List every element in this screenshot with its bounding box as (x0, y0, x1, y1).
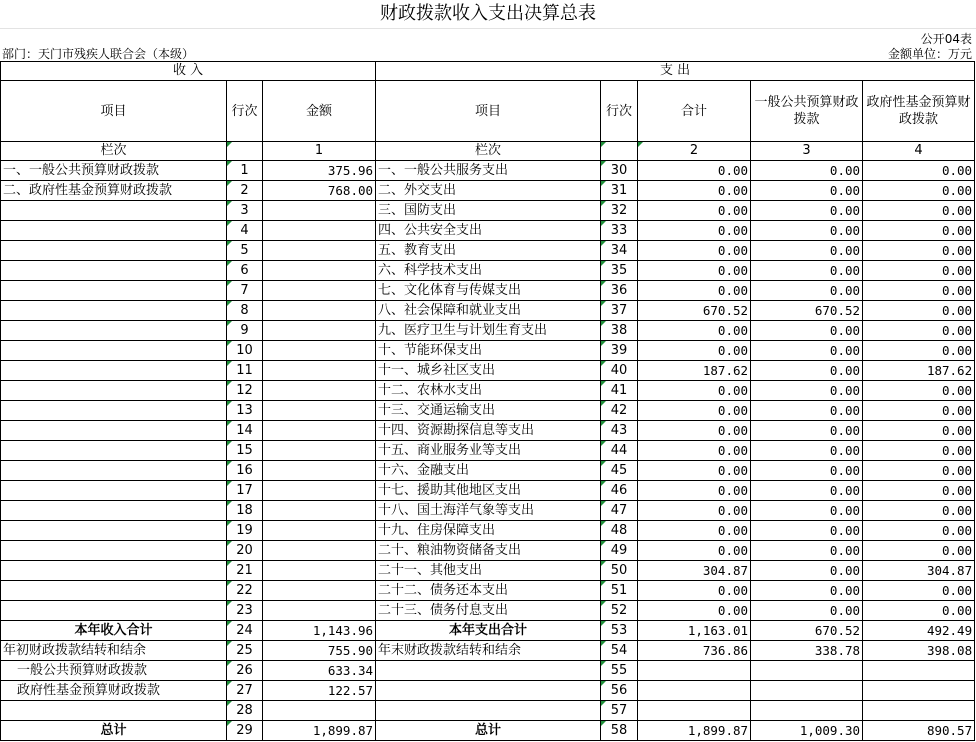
expense-fund: 0.00 (863, 461, 975, 481)
table-row (1, 601, 975, 621)
expense-row-no: 30 (601, 161, 638, 181)
table-row (1, 201, 975, 221)
expense-general: 0.00 (751, 481, 863, 501)
income-row-no: 27 (227, 681, 263, 701)
income-row-no: 21 (227, 561, 263, 581)
expense-general: 0.00 (751, 421, 863, 441)
department-label: 部门：天门市残疾人联合会（本级） (2, 47, 195, 61)
expense-fund: 0.00 (863, 501, 975, 521)
table-row (1, 561, 975, 581)
table-row (1, 541, 975, 561)
table-row (1, 401, 975, 421)
expense-total: 0.00 (638, 381, 751, 401)
expense-fund: 0.00 (863, 321, 975, 341)
expense-total: 0.00 (638, 501, 751, 521)
expense-item: 十二、农林水支出 (376, 381, 601, 401)
col-number: 2 (638, 142, 751, 161)
table-row (1, 421, 975, 441)
expense-row-no: 46 (601, 481, 638, 501)
table-row (1, 461, 975, 481)
income-amount: 122.57 (263, 681, 376, 701)
income-item (1, 541, 227, 561)
income-amount (263, 581, 376, 601)
expense-total: 0.00 (638, 341, 751, 361)
expense-total: 1,899.87 (638, 721, 751, 741)
income-row-no: 25 (227, 641, 263, 661)
expense-item: 十六、金融支出 (376, 461, 601, 481)
expense-general: 0.00 (751, 581, 863, 601)
income-amount: 633.34 (263, 661, 376, 681)
income-item: 本年收入合计 (1, 621, 227, 641)
income-item (1, 701, 227, 721)
income-item (1, 361, 227, 381)
expense-row-no: 57 (601, 701, 638, 721)
income-amount (263, 361, 376, 381)
form-code: 公开04表 (920, 32, 972, 46)
expense-fund: 304.87 (863, 561, 975, 581)
expense-fund: 0.00 (863, 381, 975, 401)
income-row-no: 20 (227, 541, 263, 561)
col-total: 合计 (638, 81, 751, 142)
expense-total: 1,163.01 (638, 621, 751, 641)
expense-total: 670.52 (638, 301, 751, 321)
expense-fund: 0.00 (863, 481, 975, 501)
expense-row-no: 51 (601, 581, 638, 601)
expense-total: 0.00 (638, 281, 751, 301)
income-item: 政府性基金预算财政拨款 (1, 681, 227, 701)
income-amount (263, 221, 376, 241)
table-row (1, 721, 975, 741)
table-row (1, 381, 975, 401)
expense-general: 0.00 (751, 401, 863, 421)
page-title: 财政拨款收入支出决算总表 (0, 0, 976, 29)
expense-total: 0.00 (638, 461, 751, 481)
expense-total: 187.62 (638, 361, 751, 381)
expense-item: 十、节能环保支出 (376, 341, 601, 361)
table-row (1, 481, 975, 501)
expense-fund (863, 661, 975, 681)
expense-row-no: 53 (601, 621, 638, 641)
expense-general: 0.00 (751, 601, 863, 621)
expense-row-no: 39 (601, 341, 638, 361)
expense-item: 十八、国土海洋气象等支出 (376, 501, 601, 521)
expense-general: 0.00 (751, 541, 863, 561)
income-item (1, 381, 227, 401)
expense-fund: 187.62 (863, 361, 975, 381)
expense-general: 0.00 (751, 441, 863, 461)
expense-row-no: 32 (601, 201, 638, 221)
expense-item: 一、一般公共服务支出 (376, 161, 601, 181)
income-item (1, 201, 227, 221)
expense-general (751, 661, 863, 681)
expense-item (376, 681, 601, 701)
lanci-label: 栏次 (376, 142, 601, 161)
expense-general (751, 701, 863, 721)
income-row-no: 8 (227, 301, 263, 321)
expense-header: 支 出 (376, 62, 975, 81)
expense-row-no: 48 (601, 521, 638, 541)
income-row-no: 22 (227, 581, 263, 601)
expense-general: 0.00 (751, 341, 863, 361)
income-amount (263, 521, 376, 541)
expense-general: 0.00 (751, 321, 863, 341)
income-row-no: 3 (227, 201, 263, 221)
income-row-no: 11 (227, 361, 263, 381)
col-general: 一般公共预算财政拨款 (751, 81, 863, 142)
expense-item: 四、公共安全支出 (376, 221, 601, 241)
income-item (1, 341, 227, 361)
income-item (1, 401, 227, 421)
expense-row-no: 31 (601, 181, 638, 201)
income-item (1, 421, 227, 441)
income-amount: 755.90 (263, 641, 376, 661)
budget-table (0, 61, 975, 741)
col-item-income: 项目 (1, 81, 227, 142)
expense-fund: 0.00 (863, 241, 975, 261)
income-item (1, 321, 227, 341)
income-item: 一、一般公共预算财政拨款 (1, 161, 227, 181)
expense-general: 0.00 (751, 241, 863, 261)
income-row-no: 19 (227, 521, 263, 541)
col-number: 3 (751, 142, 863, 161)
income-amount: 375.96 (263, 161, 376, 181)
income-item: 二、政府性基金预算财政拨款 (1, 181, 227, 201)
expense-total: 0.00 (638, 481, 751, 501)
income-row-no: 13 (227, 401, 263, 421)
expense-general (751, 681, 863, 701)
income-row-no: 26 (227, 661, 263, 681)
income-item (1, 261, 227, 281)
expense-item: 年末财政拨款结转和结余 (376, 641, 601, 661)
table-row (1, 361, 975, 381)
expense-fund: 492.49 (863, 621, 975, 641)
expense-fund: 398.08 (863, 641, 975, 661)
table-row (1, 261, 975, 281)
expense-fund: 0.00 (863, 161, 975, 181)
expense-row-no: 55 (601, 661, 638, 681)
income-amount (263, 381, 376, 401)
table-row (1, 701, 975, 721)
expense-item: 七、文化体育与传媒支出 (376, 281, 601, 301)
income-item (1, 281, 227, 301)
table-row (1, 241, 975, 261)
expense-total: 0.00 (638, 441, 751, 461)
unit-label: 金额单位：万元 (887, 47, 972, 61)
income-item: 年初财政拨款结转和结余 (1, 641, 227, 661)
expense-total (638, 661, 751, 681)
income-header: 收 入 (1, 62, 376, 81)
expense-fund: 0.00 (863, 301, 975, 321)
expense-row-no: 50 (601, 561, 638, 581)
income-item (1, 301, 227, 321)
expense-general: 670.52 (751, 621, 863, 641)
expense-item: 八、社会保障和就业支出 (376, 301, 601, 321)
expense-item: 六、科学技术支出 (376, 261, 601, 281)
income-amount: 1,143.96 (263, 621, 376, 641)
expense-total: 304.87 (638, 561, 751, 581)
expense-fund: 0.00 (863, 601, 975, 621)
table-row (1, 441, 975, 461)
table-row (1, 641, 975, 661)
expense-item: 二十二、债务还本支出 (376, 581, 601, 601)
expense-total: 0.00 (638, 421, 751, 441)
income-amount (263, 281, 376, 301)
income-item (1, 601, 227, 621)
table-row (1, 161, 975, 181)
col-number: 1 (263, 142, 376, 161)
expense-total: 0.00 (638, 241, 751, 261)
expense-total (638, 681, 751, 701)
expense-item: 三、国防支出 (376, 201, 601, 221)
expense-general: 0.00 (751, 461, 863, 481)
blank-cell (601, 142, 638, 161)
expense-general: 0.00 (751, 161, 863, 181)
income-row-no: 1 (227, 161, 263, 181)
income-amount: 768.00 (263, 181, 376, 201)
expense-item (376, 661, 601, 681)
expense-fund: 0.00 (863, 181, 975, 201)
expense-item: 十三、交通运输支出 (376, 401, 601, 421)
income-amount (263, 561, 376, 581)
table-row (1, 341, 975, 361)
expense-row-no: 42 (601, 401, 638, 421)
expense-item: 二、外交支出 (376, 181, 601, 201)
expense-fund: 0.00 (863, 401, 975, 421)
income-row-no: 6 (227, 261, 263, 281)
expense-fund: 0.00 (863, 581, 975, 601)
income-row-no: 29 (227, 721, 263, 741)
expense-row-no: 43 (601, 421, 638, 441)
income-amount (263, 261, 376, 281)
expense-item: 十七、援助其他地区支出 (376, 481, 601, 501)
income-item (1, 581, 227, 601)
expense-row-no: 38 (601, 321, 638, 341)
col-amount: 金额 (263, 81, 376, 142)
expense-row-no: 52 (601, 601, 638, 621)
col-row-expense: 行次 (601, 81, 638, 142)
expense-general: 1,009.30 (751, 721, 863, 741)
expense-general: 0.00 (751, 381, 863, 401)
income-row-no: 18 (227, 501, 263, 521)
expense-general: 0.00 (751, 181, 863, 201)
expense-row-no: 36 (601, 281, 638, 301)
expense-row-no: 44 (601, 441, 638, 461)
expense-total: 0.00 (638, 601, 751, 621)
expense-row-no: 34 (601, 241, 638, 261)
expense-fund: 0.00 (863, 541, 975, 561)
expense-total: 0.00 (638, 321, 751, 341)
expense-fund: 890.57 (863, 721, 975, 741)
expense-row-no: 49 (601, 541, 638, 561)
expense-total: 0.00 (638, 541, 751, 561)
expense-item: 十四、资源勘探信息等支出 (376, 421, 601, 441)
expense-row-no: 54 (601, 641, 638, 661)
expense-total: 0.00 (638, 521, 751, 541)
expense-row-no: 45 (601, 461, 638, 481)
income-row-no: 2 (227, 181, 263, 201)
expense-item: 二十一、其他支出 (376, 561, 601, 581)
expense-total: 0.00 (638, 401, 751, 421)
income-item (1, 221, 227, 241)
income-item (1, 241, 227, 261)
table-row (1, 181, 975, 201)
expense-total: 0.00 (638, 581, 751, 601)
table-row (1, 521, 975, 541)
expense-row-no: 41 (601, 381, 638, 401)
income-amount (263, 481, 376, 501)
expense-general: 0.00 (751, 561, 863, 581)
expense-fund (863, 701, 975, 721)
expense-total: 0.00 (638, 201, 751, 221)
income-item: 总计 (1, 721, 227, 741)
table-row (1, 661, 975, 681)
income-row-no: 9 (227, 321, 263, 341)
table-row (1, 681, 975, 701)
table-row (1, 501, 975, 521)
expense-general: 0.00 (751, 201, 863, 221)
expense-item: 二十三、债务付息支出 (376, 601, 601, 621)
expense-item: 总计 (376, 721, 601, 741)
expense-general: 0.00 (751, 521, 863, 541)
income-amount (263, 201, 376, 221)
income-row-no: 16 (227, 461, 263, 481)
expense-fund (863, 681, 975, 701)
income-row-no: 7 (227, 281, 263, 301)
expense-fund: 0.00 (863, 261, 975, 281)
col-fund: 政府性基金预算财政拨款 (863, 81, 975, 142)
expense-row-no: 58 (601, 721, 638, 741)
income-item (1, 441, 227, 461)
income-amount (263, 341, 376, 361)
income-row-no: 14 (227, 421, 263, 441)
expense-fund: 0.00 (863, 281, 975, 301)
income-row-no: 5 (227, 241, 263, 261)
col-item-expense: 项目 (376, 81, 601, 142)
expense-total: 0.00 (638, 221, 751, 241)
expense-general: 0.00 (751, 221, 863, 241)
table-row (1, 321, 975, 341)
income-row-no: 17 (227, 481, 263, 501)
expense-item: 十九、住房保障支出 (376, 521, 601, 541)
expense-item (376, 701, 601, 721)
income-amount (263, 441, 376, 461)
expense-total: 0.00 (638, 261, 751, 281)
table-row (1, 621, 975, 641)
expense-general: 0.00 (751, 361, 863, 381)
income-row-no: 4 (227, 221, 263, 241)
expense-item: 本年支出合计 (376, 621, 601, 641)
table-row (1, 581, 975, 601)
expense-total: 736.86 (638, 641, 751, 661)
income-row-no: 15 (227, 441, 263, 461)
expense-general: 670.52 (751, 301, 863, 321)
income-amount (263, 321, 376, 341)
expense-item: 十一、城乡社区支出 (376, 361, 601, 381)
expense-total: 0.00 (638, 161, 751, 181)
income-item (1, 521, 227, 541)
income-amount (263, 601, 376, 621)
expense-row-no: 33 (601, 221, 638, 241)
expense-fund: 0.00 (863, 201, 975, 221)
blank-cell (227, 142, 263, 161)
income-amount (263, 541, 376, 561)
income-amount (263, 301, 376, 321)
table-row (1, 301, 975, 321)
income-item (1, 481, 227, 501)
col-row-income: 行次 (227, 81, 263, 142)
table-row (1, 281, 975, 301)
income-row-no: 28 (227, 701, 263, 721)
income-row-no: 24 (227, 621, 263, 641)
income-row-no: 10 (227, 341, 263, 361)
income-item: 一般公共预算财政拨款 (1, 661, 227, 681)
expense-fund: 0.00 (863, 221, 975, 241)
income-amount: 1,899.87 (263, 721, 376, 741)
expense-total (638, 701, 751, 721)
income-amount (263, 701, 376, 721)
income-amount (263, 461, 376, 481)
expense-general: 0.00 (751, 281, 863, 301)
income-amount (263, 241, 376, 261)
expense-item: 十五、商业服务业等支出 (376, 441, 601, 461)
expense-row-no: 35 (601, 261, 638, 281)
expense-row-no: 47 (601, 501, 638, 521)
income-item (1, 501, 227, 521)
table-row (1, 221, 975, 241)
expense-item: 九、医疗卫生与计划生育支出 (376, 321, 601, 341)
expense-row-no: 40 (601, 361, 638, 381)
income-item (1, 461, 227, 481)
expense-general: 0.00 (751, 261, 863, 281)
income-amount (263, 421, 376, 441)
lanci-label: 栏次 (1, 142, 227, 161)
expense-item: 二十、粮油物资储备支出 (376, 541, 601, 561)
income-amount (263, 501, 376, 521)
expense-row-no: 37 (601, 301, 638, 321)
col-number: 4 (863, 142, 975, 161)
expense-fund: 0.00 (863, 441, 975, 461)
income-row-no: 12 (227, 381, 263, 401)
income-item (1, 561, 227, 581)
expense-total: 0.00 (638, 181, 751, 201)
income-row-no: 23 (227, 601, 263, 621)
expense-row-no: 56 (601, 681, 638, 701)
expense-item: 五、教育支出 (376, 241, 601, 261)
expense-fund: 0.00 (863, 341, 975, 361)
expense-fund: 0.00 (863, 521, 975, 541)
expense-general: 338.78 (751, 641, 863, 661)
expense-general: 0.00 (751, 501, 863, 521)
income-amount (263, 401, 376, 421)
expense-fund: 0.00 (863, 421, 975, 441)
